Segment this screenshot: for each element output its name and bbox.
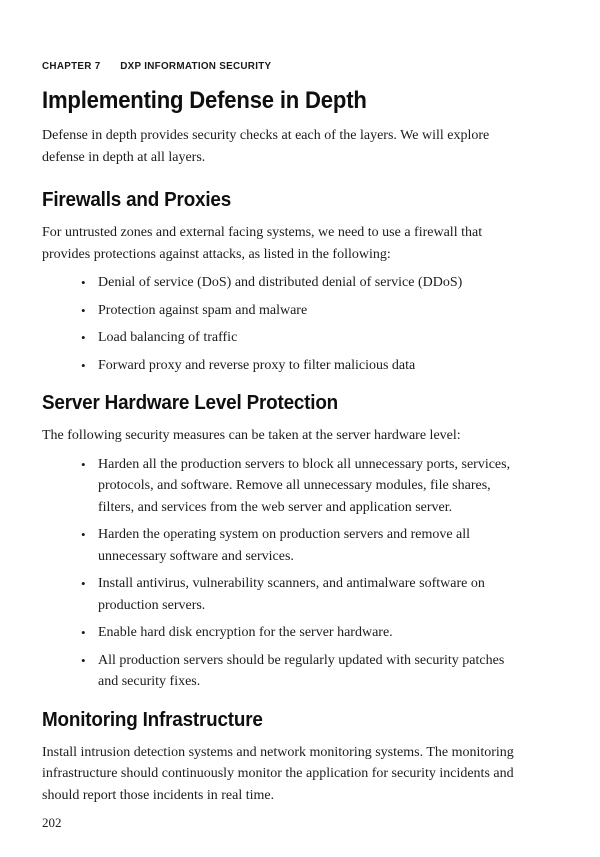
section-heading: Server Hardware Level Protection (42, 391, 339, 414)
paragraph: The following security measures can be taken at the server hardware level: (42, 428, 461, 443)
paragraph: For untrusted zones and external facing systems, we need to use a firewall that provides protections against attacks, as listed in the following: (42, 225, 483, 262)
list-item: • Harden all the production servers to block all unnecessary ports, services, protocols, and software. Remove all unnecessary modules, file shares, filters, and services from the web server and application server. (80, 454, 523, 519)
list-item: • Protection against spam and malware (80, 300, 523, 322)
list-item: • Forward proxy and reverse proxy to filter malicious data (80, 355, 523, 377)
page-title: Implementing Defense in Depth (42, 87, 367, 114)
list-item: • Enable hard disk encryption for the server hardware. (80, 622, 523, 644)
section-firewalls-and-proxies (42, 188, 532, 376)
chapter-title: DXP INFORMATION SECURITY (120, 60, 272, 72)
list-item: • All production servers should be regularly updated with security patches and security fixes. (80, 650, 523, 693)
list-item: • Install antivirus, vulnerability scanners, and antimalware software on production servers. (80, 573, 523, 616)
page-number: 202 (42, 815, 62, 830)
paragraph: Install intrusion detection systems and network monitoring systems. The monitoring infrastructure should continuously monitor the application for security incidents and should report those incidents in real time. (42, 744, 514, 803)
section-server-hardware-level-protection (42, 391, 532, 693)
section-heading: Monitoring Infrastructure (42, 707, 263, 731)
bullet-list (42, 272, 532, 376)
section-monitoring-infrastructure (42, 708, 532, 807)
section-implementing-defense-in-depth (42, 87, 532, 168)
bullet-list (42, 454, 532, 693)
chapter-label: CHAPTER 7 (42, 60, 101, 72)
list-item: • Load balancing of traffic (80, 327, 523, 349)
list-item: • Denial of service (DoS) and distributed denial of service (DDoS) (80, 272, 523, 294)
paragraph: Defense in depth provides security checks at each of the layers. We will explore defense in depth at all layers. (42, 128, 490, 165)
running-header (42, 60, 503, 72)
section-heading: Firewalls and Proxies (42, 188, 232, 211)
list-item: • Harden the operating system on production servers and remove all unnecessary software and services. (80, 524, 523, 567)
